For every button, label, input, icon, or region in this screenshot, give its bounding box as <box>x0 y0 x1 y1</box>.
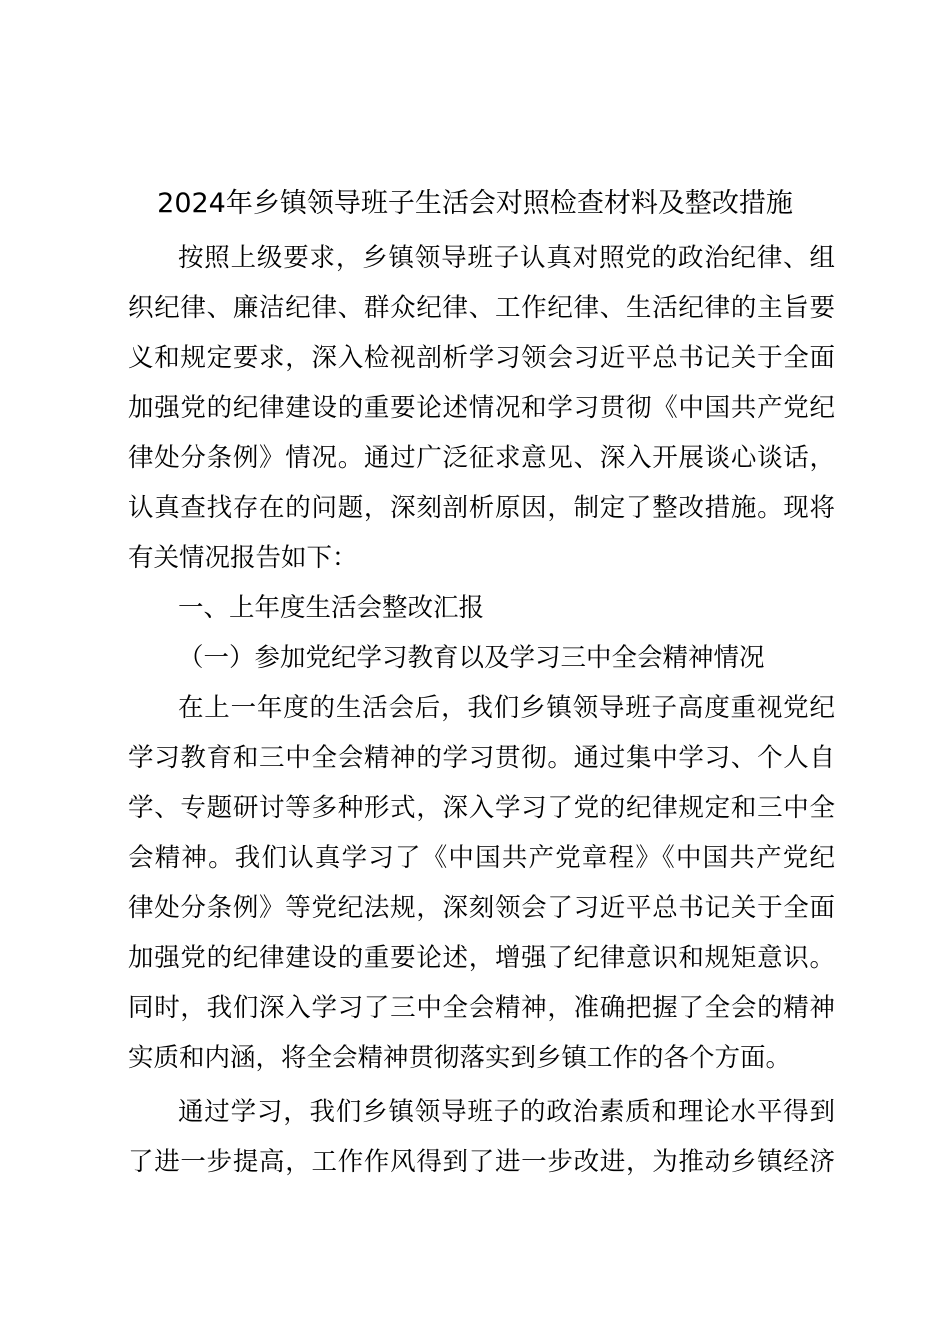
body-line: 加强党的纪律建设的重要论述，增强了纪律意识和规矩意识。 <box>128 943 835 973</box>
body-line: 律处分条例》情况。通过广泛征求意见、深入开展谈心谈话， <box>128 443 835 473</box>
body-line: 按照上级要求，乡镇领导班子认真对照党的政治纪律、组 <box>178 243 835 273</box>
body-line: 认真查找存在的问题，深刻剖析原因，制定了整改措施。现将 <box>128 493 835 523</box>
subsection-heading: （一）参加党纪学习教育以及学习三中全会精神情况 <box>178 643 765 673</box>
body-line: 实质和内涵，将全会精神贯彻落实到乡镇工作的各个方面。 <box>128 1043 792 1073</box>
body-line: 同时，我们深入学习了三中全会精神，准确把握了全会的精神 <box>128 993 835 1023</box>
body-line: 通过学习，我们乡镇领导班子的政治素质和理论水平得到 <box>178 1097 835 1127</box>
body-line: 有关情况报告如下： <box>128 543 358 573</box>
body-line: 学习教育和三中全会精神的学习贯彻。通过集中学习、个人自 <box>128 743 835 773</box>
body-line: 学、专题研讨等多种形式，深入学习了党的纪律规定和三中全 <box>128 793 835 823</box>
document-title: 2024年乡镇领导班子生活会对照检查材料及整改措施 <box>157 188 793 219</box>
body-line: 义和规定要求，深入检视剖析学习领会习近平总书记关于全面 <box>128 343 835 373</box>
body-line: 了进一步提高，工作作风得到了进一步改进，为推动乡镇经济 <box>128 1147 835 1177</box>
body-line: 会精神。我们认真学习了《中国共产党章程》《中国共产党纪 <box>128 843 835 873</box>
document-body <box>128 233 835 1187</box>
body-line: 在上一年度的生活会后，我们乡镇领导班子高度重视党纪 <box>178 693 835 723</box>
body-line: 加强党的纪律建设的重要论述情况和学习贯彻《中国共产党纪 <box>128 393 835 423</box>
body-line: 律处分条例》等党纪法规，深刻领会了习近平总书记关于全面 <box>128 893 835 923</box>
section-heading: 一、上年度生活会整改汇报 <box>178 593 485 623</box>
body-line: 织纪律、廉洁纪律、群众纪律、工作纪律、生活纪律的主旨要 <box>128 293 835 323</box>
